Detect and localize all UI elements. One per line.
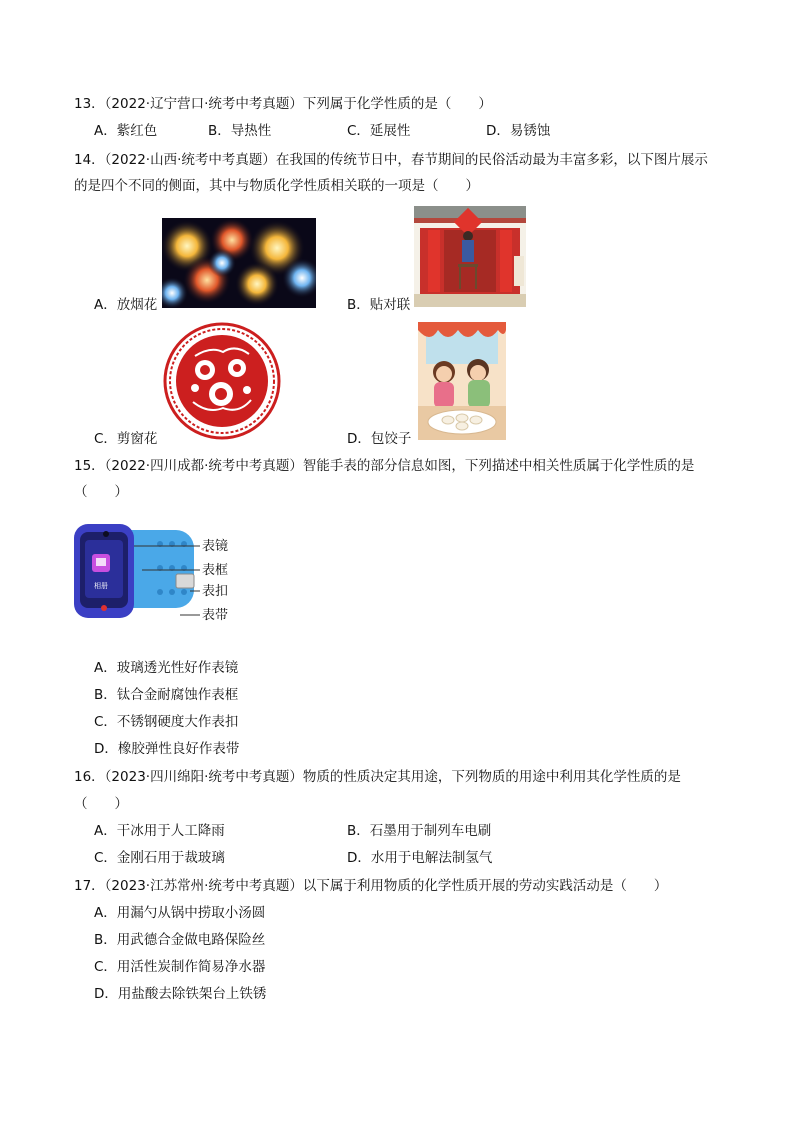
couplet-image bbox=[414, 206, 526, 307]
q14-option-c[interactable]: C．剪窗花 bbox=[94, 431, 158, 447]
q15-option-d[interactable]: D．橡胶弹性良好作表带 bbox=[94, 741, 240, 757]
paper-cut-image bbox=[163, 322, 281, 440]
q13-option-b[interactable]: B．导热性 bbox=[208, 123, 272, 139]
q16-option-d[interactable]: D．水用于电解法制氢气 bbox=[347, 850, 493, 866]
q14-option-b[interactable]: B．贴对联 bbox=[347, 297, 411, 313]
q16-option-a[interactable]: A．干冰用于人工降雨 bbox=[94, 823, 225, 839]
q15-option-c[interactable]: C．不锈钢硬度大作表扣 bbox=[94, 714, 239, 730]
q17-option-c[interactable]: C．用活性炭制作简易净水器 bbox=[94, 959, 266, 975]
q16-stem-line2: （ ） bbox=[74, 796, 128, 812]
q14-stem-line1: 14．（2022·山西·统考中考真题）在我国的传统节日中，春节期间的民俗活动最为丰富多彩，以下图片展示 bbox=[74, 152, 708, 168]
fireworks-image bbox=[162, 218, 316, 308]
q17-option-b[interactable]: B．用武德合金做电路保险丝 bbox=[94, 932, 266, 948]
q15-option-b[interactable]: B．钛合金耐腐蚀作表框 bbox=[94, 687, 239, 703]
q14-option-a[interactable]: A．放烟花 bbox=[94, 297, 158, 313]
watch-label-mirror: 表镜 bbox=[202, 539, 229, 554]
q17-stem: 17．（2023·江苏常州·统考中考真题）以下属于利用物质的化学性质开展的劳动实践活动是（ ） bbox=[74, 878, 668, 894]
q14-option-d[interactable]: D．包饺子 bbox=[347, 431, 412, 447]
watch-label-strap: 表带 bbox=[202, 608, 229, 623]
dumplings-image bbox=[418, 322, 506, 440]
watch-label-buckle: 表扣 bbox=[202, 584, 229, 599]
watch-screen-text: 相册 bbox=[94, 582, 108, 590]
q17-option-a[interactable]: A．用漏勺从锅中捞取小汤圆 bbox=[94, 905, 266, 921]
q16-option-b[interactable]: B．石墨用于制列车电刷 bbox=[347, 823, 492, 839]
q13-option-c[interactable]: C．延展性 bbox=[347, 123, 411, 139]
q15-option-a[interactable]: A．玻璃透光性好作表镜 bbox=[94, 660, 239, 676]
q13-option-a[interactable]: A．紫红色 bbox=[94, 123, 158, 139]
q15-stem-line1: 15．（2022·四川成都·统考中考真题）智能手表的部分信息如图，下列描述中相关性质属于化学性质的是 bbox=[74, 458, 695, 474]
q13-stem: 13．（2022·辽宁营口·统考中考真题）下列属于化学性质的是（ ） bbox=[74, 96, 492, 112]
q17-option-d[interactable]: D．用盐酸去除铁架台上铁锈 bbox=[94, 986, 267, 1002]
q14-stem-line2: 的是四个不同的侧面，其中与物质化学性质相关联的一项是（ ） bbox=[74, 178, 479, 194]
q13-option-d[interactable]: D．易锈蚀 bbox=[486, 123, 551, 139]
q15-stem-line2: （ ） bbox=[74, 484, 128, 500]
watch-label-bezel: 表框 bbox=[202, 563, 229, 578]
q16-stem-line1: 16．（2023·四川绵阳·统考中考真题）物质的性质决定其用途，下列物质的用途中利用其化学性质的是 bbox=[74, 769, 681, 785]
q16-option-c[interactable]: C．金刚石用于裁玻璃 bbox=[94, 850, 225, 866]
